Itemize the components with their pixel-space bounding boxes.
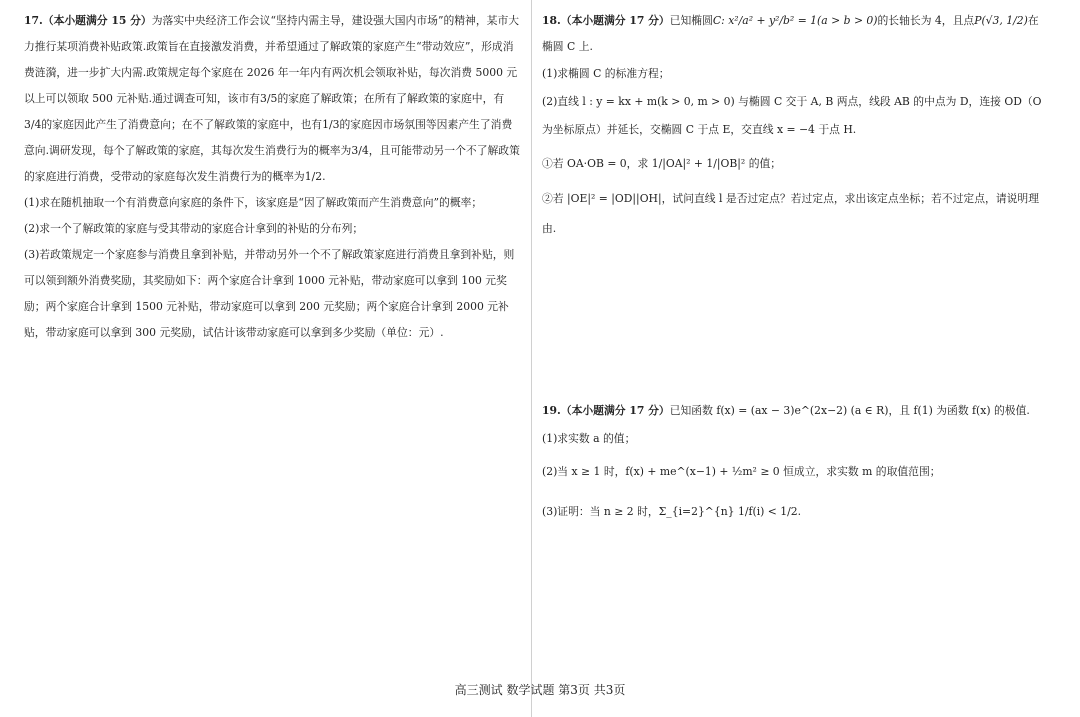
- q18-heading: 18.（本小题满分 17 分）: [542, 14, 670, 27]
- question-18: [542, 8, 1042, 244]
- q19-part3: (3)证明：当 n ≥ 2 时，Σ_{i=2}^{n} 1/f(i) < 1/2.: [542, 505, 802, 518]
- q19-part2: (2)当 x ≥ 1 时，f(x) + me^(x−1) + ½m² ≥ 0 恒成立，求实数 m 的取值范围；: [542, 465, 941, 478]
- q18-part2: (2)直线 l : y = kx + m(k > 0, m > 0) 与椭圆 C 交于 A, B 两点，线段 AB 的中点为 D，连接 OD（O 为坐标原点）并延长，交椭圆 C 于点 E，交直线 x = −4 于点 H.: [542, 95, 1042, 136]
- q19-text-1: 已知函数 f(x) = (ax − 3)e^(2x−2) (a ∈ R)，且 f(1) 为函数 f(x) 的极值.: [669, 404, 1030, 417]
- q18-stem: [542, 8, 1042, 60]
- q19-part1: (1)求实数 a 的值；: [542, 432, 636, 445]
- q18-part2-2: ②若 |OE|² = |OD||OH|，试问直线 l 是否过定点？若过定点，求出该定点坐标；若不过定点，请说明理由.: [542, 192, 1040, 235]
- q17-text-2: 的家庭了解政策；在所有了解政策的家庭中，有: [277, 92, 505, 105]
- q18-text-3: 在椭圆 C 上.: [542, 14, 1039, 53]
- q17-text-4: 的家庭因市场氛围等因素产生了消费意向.调研发现，每个了解政策的家庭，其每次发生消费行为的概率为: [24, 118, 513, 157]
- page-footer: 高三测试 数学试题 第3页 共3页: [454, 683, 626, 697]
- q17-text-3: 的家庭因此产生了消费意向；在不了解政策的家庭中，也有: [41, 118, 323, 131]
- frac-3-4b: 3/4: [351, 144, 369, 157]
- q17-part1: (1)求在随机抽取一个有消费意向家庭的条件下，该家庭是“因了解政策而产生消费意向”的概率；: [24, 196, 483, 209]
- q18-part1: (1)求椭圆 C 的标准方程；: [542, 67, 670, 80]
- frac-3-4: 3/4: [24, 118, 42, 131]
- point-p: P(√3, 1/2): [974, 14, 1028, 27]
- frac-1-2: 1/2: [304, 170, 323, 183]
- q18-text-2: 的长轴长为 4，且点: [877, 14, 975, 27]
- frac-3-5: 3/5: [260, 92, 278, 105]
- q17-heading: 17.（本小题满分 15 分）: [24, 14, 152, 27]
- q17-part2: (2)求一个了解政策的家庭与受其带动的家庭合计拿到的补贴的分布列；: [24, 222, 364, 235]
- q17-text-5: ，且可能带动另一个不了解政策的家庭进行消费，受带动的家庭每次发生消费行为的概率为: [24, 144, 520, 183]
- q17-text-6: .: [322, 170, 326, 183]
- q18-part2-1: ①若 OA·OB = 0，求 1/|OA|² + 1/|OB|² 的值；: [542, 157, 782, 170]
- q17-intro: 为落实中央经济工作会议“坚持内需主导，建设强大国内市场”的精神，某市大力推行某项消费补贴政策.政策旨在直接激发消费，并希望通过了解政策的家庭产生“带动效应”，形成消费涟漪，进一步扩大内需.政策规定每个家庭在 2026 年一年内有两次机会领取补贴，每次消费 5000 元以上可以领取 500 元补贴.通过调查可知，该市有: [24, 14, 520, 105]
- frac-1-3: 1/3: [322, 118, 340, 131]
- question-19: [542, 398, 1042, 534]
- q17-paragraph: [24, 8, 520, 190]
- q19-heading: 19.（本小题满分 17 分）: [542, 404, 670, 417]
- q17-part3: (3)若政策规定一个家庭参与消费且拿到补贴，并带动另外一个不了解政策家庭进行消费且拿到补贴，则可以领到额外消费奖励，其奖励如下：两个家庭合计拿到 1000 元补贴，带动家庭可以拿到 100 元奖励；两个家庭合计拿到 1500 元补贴，带动家庭可以拿到 200 元奖励；两个家庭合计拿到 2000 元补贴，带动家庭可以拿到 300 元奖励，试估计该带动家庭可以拿到多少奖励（单位：元）.: [24, 248, 515, 339]
- question-17: [24, 8, 520, 346]
- q18-text-1: 已知椭圆: [669, 14, 713, 27]
- q19-stem: [542, 398, 1042, 424]
- column-divider: [531, 0, 532, 717]
- ellipse-equation: C: x²/a² + y²/b² = 1(a > b > 0): [712, 14, 878, 27]
